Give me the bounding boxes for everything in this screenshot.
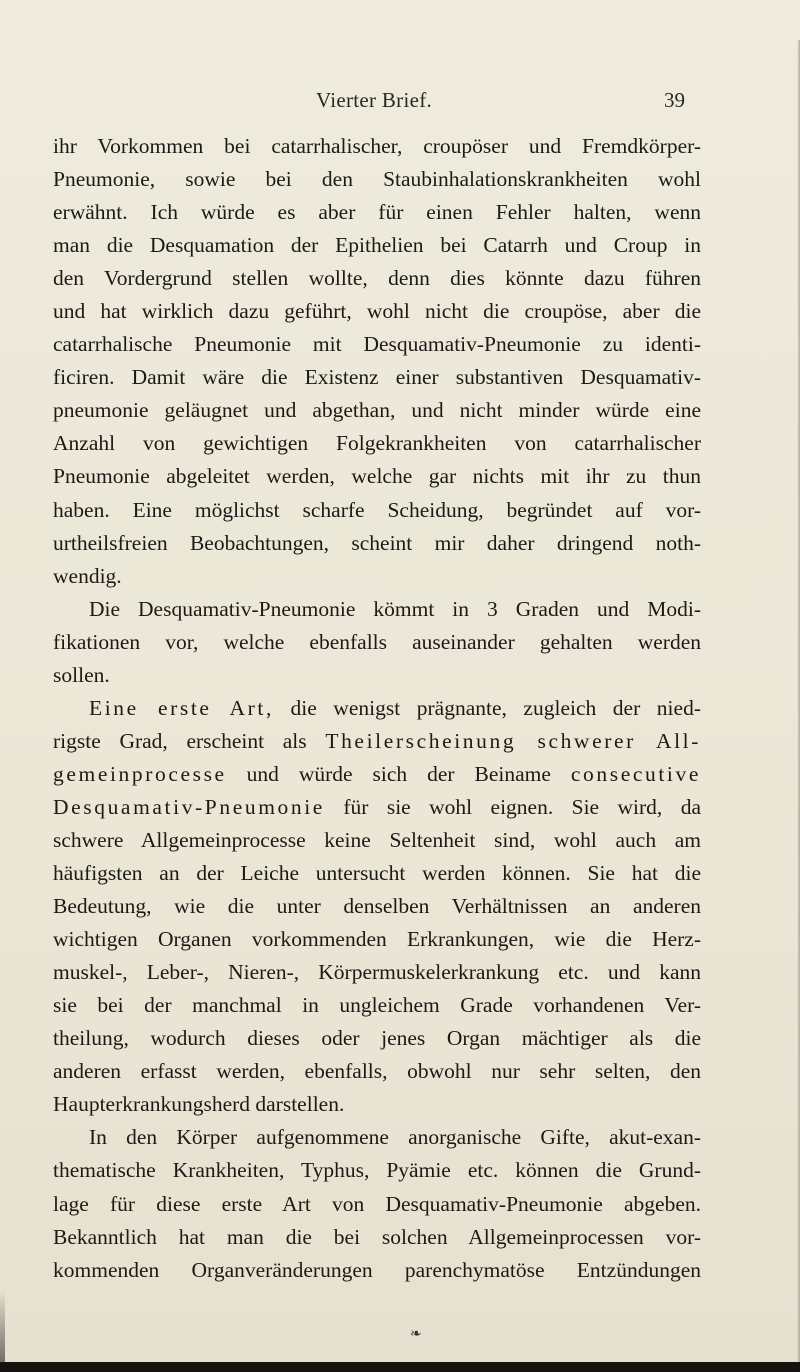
text-line: Haupterkrankungsherd darstellen. [53, 1092, 345, 1117]
text-line: wendig. [53, 563, 122, 588]
text-line [53, 791, 701, 824]
text-line: kommenden Organveränderungen parenchymatöse Entzündungen [53, 1257, 701, 1282]
text-line: ihr Vorkommen bei catarrhalischer, croupöser und Fremdkörper- [53, 134, 701, 158]
text-line: anderen erfasst werden, ebenfalls, obwohl nur sehr selten, den [53, 1059, 701, 1084]
text-line: In den Körper aufgenommene anorganische Gifte, akut-exan- [89, 1125, 701, 1150]
text-line: häufigsten an der Leiche untersucht werden können. Sie hat die [53, 861, 701, 886]
emphasis-text: Desquamativ-Pneumonie [53, 794, 325, 819]
text-line [53, 692, 701, 725]
text-line: erwähnt. Ich würde es aber für einen Fehler halten, wenn [53, 200, 701, 225]
emphasis-text: gemeinprocesse [53, 761, 227, 786]
emphasis-text: consecutive [570, 761, 701, 786]
text-line: Pneumonie, sowie bei den Staubinhalationskrankheiten wohl [53, 167, 701, 192]
text-line: catarrhalische Pneumonie mit Desquamativ-Pneumonie zu identi- [53, 332, 701, 357]
text-line: Anzahl von gewichtigen Folgekrankheiten von catarrhalischer [53, 431, 701, 456]
text-line: thematische Krankheiten, Typhus, Pyämie etc. können die Grund- [53, 1158, 701, 1183]
text-line: haben. Eine möglichst scharfe Scheidung, begründet auf vor- [53, 497, 701, 522]
text-line: schwere Allgemeinprocesse keine Seltenheit sind, wohl auch am [53, 827, 701, 852]
text-line: Pneumonie abgeleitet werden, welche gar nichts mit ihr zu thun [53, 464, 701, 489]
text-line [53, 758, 701, 791]
text-run: und würde sich der Beiname [226, 761, 571, 786]
ornament-icon: ❧ [410, 1326, 422, 1342]
emphasis-text: Eine erste Art, [89, 695, 274, 720]
text-line: Die Desquamativ-Pneumonie kömmt in 3 Graden und Modi- [89, 596, 701, 621]
bottom-edge-rule [0, 1362, 800, 1372]
text-line: Bekanntlich hat man die bei solchen Allgemeinprocessen vor- [53, 1224, 701, 1249]
emphasis-text: Theilerscheinung schwerer All- [325, 728, 701, 753]
text-line: sollen. [53, 662, 110, 687]
text-line: ficiren. Damit wäre die Existenz einer substantiven Desquamativ- [53, 365, 701, 390]
text-run: die wenigst prägnante, zugleich der nied- [273, 695, 701, 720]
text-line: Bedeutung, wie die unter denselben Verhältnissen an anderen [53, 894, 701, 919]
text-line: fikationen vor, welche ebenfalls auseinander gehalten werden [53, 629, 701, 654]
text-run: für sie wohl eignen. Sie wird, da [324, 794, 701, 819]
running-head [0, 88, 800, 118]
text-line: wichtigen Organen vorkommenden Erkrankungen, wie die Herz- [53, 927, 701, 952]
text-line: muskel-, Leber-, Nieren-, Körpermuskelerkrankung etc. und kann [53, 960, 701, 985]
text-line: man die Desquamation der Epithelien bei Catarrh und Croup in [53, 233, 701, 258]
body-text [53, 130, 701, 1287]
binding-shadow [0, 1290, 5, 1362]
text-line: pneumonie geläugnet und abgethan, und nicht minder würde eine [53, 398, 701, 423]
text-line: und hat wirklich dazu geführt, wohl nicht die croupöse, aber die [53, 299, 701, 324]
text-line: den Vordergrund stellen wollte, denn dies könnte dazu führen [53, 266, 701, 291]
text-run: rigste Grad, erscheint als [53, 728, 326, 753]
text-line: lage für diese erste Art von Desquamativ-Pneumonie abgeben. [53, 1191, 701, 1216]
text-line: sie bei der manchmal in ungleichem Grade vorhandenen Ver- [53, 993, 701, 1018]
text-line [53, 725, 701, 758]
page-number: 39 [664, 88, 685, 112]
running-title: Vierter Brief. [316, 88, 433, 112]
text-line: theilung, wodurch dieses oder jenes Organ mächtiger als die [53, 1026, 701, 1051]
text-line: urtheilsfreien Beobachtungen, scheint mir daher dringend noth- [53, 530, 701, 555]
